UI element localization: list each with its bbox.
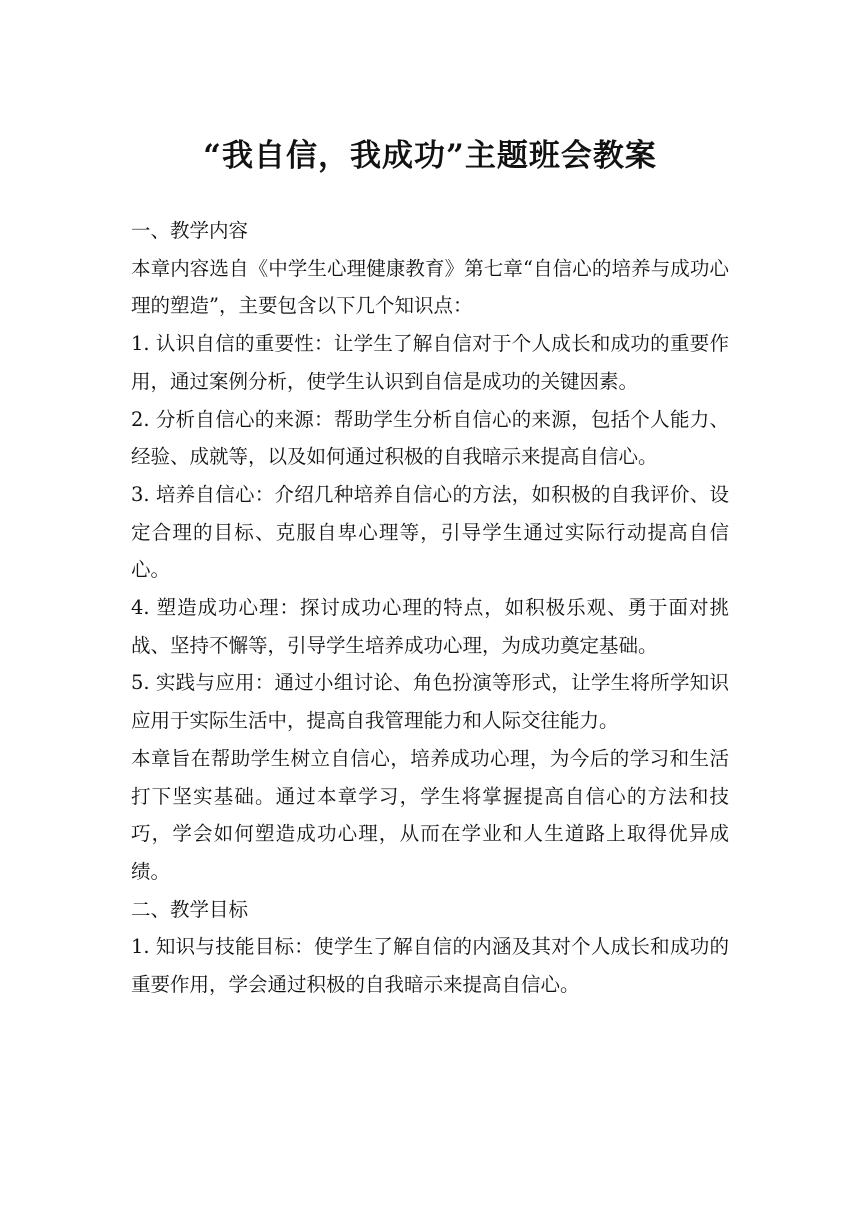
list-item bbox=[131, 476, 729, 589]
list-item bbox=[131, 325, 729, 400]
list-item bbox=[131, 928, 729, 1003]
list-item bbox=[131, 589, 729, 664]
list-item bbox=[131, 664, 729, 739]
item-text: 分析自信心的来源：帮助学生分析自信心的来源，包括个人能力、经验、成就等，以及如何通过积极的自我暗示来提高自信心。 bbox=[131, 407, 729, 469]
item-text: 培养自信心：介绍几种培养自信心的方法，如积极的自我评价、设定合理的目标、克服自卑心理等，引导学生通过实际行动提高自信心。 bbox=[131, 482, 729, 582]
list-item bbox=[131, 401, 729, 476]
section-heading-goals: 二、教学目标 bbox=[131, 897, 249, 921]
item-number: 4. bbox=[131, 596, 150, 620]
item-number: 5. bbox=[131, 671, 150, 695]
item-number: 1. bbox=[131, 935, 150, 959]
item-text: 知识与技能目标：使学生了解自信的内涵及其对个人成长和成功的重要作用，学会通过积极的自我暗示来提高自信心。 bbox=[131, 935, 729, 997]
item-text: 塑造成功心理：探讨成功心理的特点，如积极乐观、勇于面对挑战、坚持不懈等，引导学生培养成功心理，为成功奠定基础。 bbox=[131, 596, 729, 657]
item-number: 3. bbox=[131, 482, 150, 506]
item-number: 2. bbox=[131, 407, 150, 431]
item-text: 实践与应用：通过小组讨论、角色扮演等形式，让学生将所学知识应用于实际生活中，提高自我管理能力和人际交往能力。 bbox=[131, 671, 729, 733]
document-body bbox=[131, 212, 729, 1004]
item-text: 认识自信的重要性：让学生了解自信对于个人成长和成功的重要作用，通过案例分析，使学生认识到自信是成功的关键因素。 bbox=[131, 332, 729, 393]
document-title: “我自信，我成功”主题班会教案 bbox=[203, 138, 657, 174]
section-intro: 本章内容选自《中学生心理健康教育》第七章“自信心的培养与成功心理的塑造”，主要包含以下几个知识点： bbox=[131, 256, 729, 318]
item-number: 1. bbox=[131, 332, 150, 356]
section-summary: 本章旨在帮助学生树立自信心，培养成功心理，为今后的学习和生活打下坚实基础。通过本章学习，学生将掌握提高自信心的方法和技巧，学会如何塑造成功心理，从而在学业和人生道路上取得优异成绩。 bbox=[131, 746, 729, 883]
section-heading-content: 一、教学内容 bbox=[131, 219, 249, 242]
